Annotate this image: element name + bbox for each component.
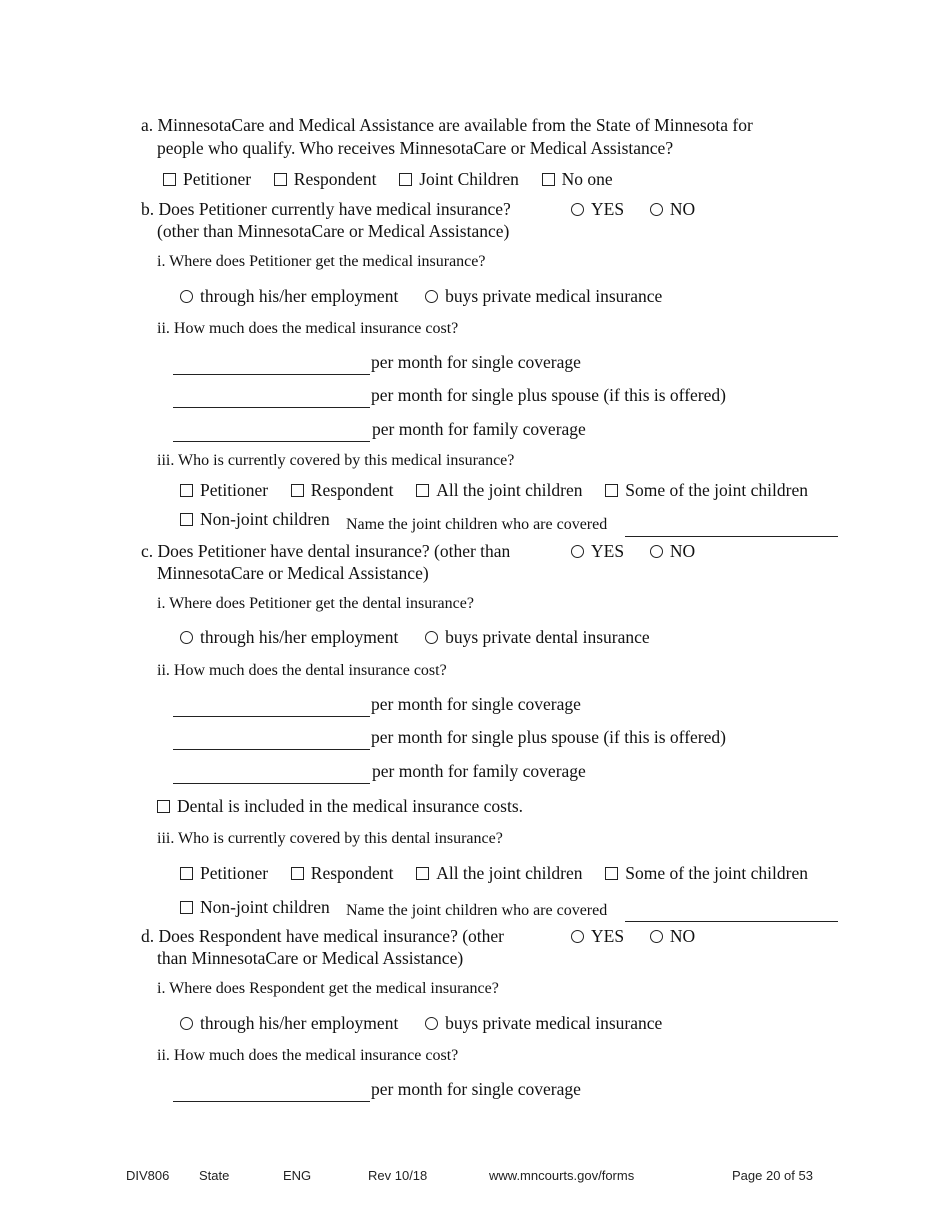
radio-label: buys private medical insurance bbox=[445, 1013, 663, 1033]
section-c-covered-options bbox=[180, 863, 808, 884]
no-radio[interactable] bbox=[650, 545, 663, 558]
footer-page-number: Page 20 of 53 bbox=[732, 1168, 813, 1183]
name-children-label: Name the joint children who are covered bbox=[346, 516, 608, 533]
petitioner-checkbox[interactable] bbox=[163, 173, 176, 186]
section-c-ii-label: ii. How much does the dental insurance cost? bbox=[157, 662, 447, 679]
section-c-nonjoint bbox=[180, 897, 330, 918]
section-a-options bbox=[163, 169, 613, 190]
cost-single-label: per month for single coverage bbox=[371, 352, 581, 372]
covered-all-children-checkbox[interactable] bbox=[416, 484, 429, 497]
dental-included-checkbox[interactable] bbox=[157, 800, 170, 813]
resp-cost-single-input[interactable] bbox=[173, 1101, 370, 1102]
section-d-ii-label: ii. How much does the medical insurance cost? bbox=[157, 1047, 459, 1064]
yes-label: YES bbox=[591, 199, 625, 219]
employment-radio[interactable] bbox=[180, 1017, 193, 1030]
covered-petitioner-checkbox[interactable] bbox=[180, 867, 193, 880]
checkbox-label: Petitioner bbox=[200, 480, 269, 500]
nonjoint-children-checkbox[interactable] bbox=[180, 513, 193, 526]
checkbox-label: Some of the joint children bbox=[625, 480, 808, 500]
nonjoint-children-checkbox[interactable] bbox=[180, 901, 193, 914]
checkbox-label: Some of the joint children bbox=[625, 863, 808, 883]
no-one-checkbox[interactable] bbox=[542, 173, 555, 186]
checkbox-label: Respondent bbox=[293, 169, 377, 189]
section-b-i-label: i. Where does Petitioner get the medical insurance? bbox=[157, 253, 486, 270]
checkbox-label: All the joint children bbox=[436, 480, 583, 500]
name-children-input[interactable] bbox=[625, 921, 838, 922]
section-a-question-line1: a. MinnesotaCare and Medical Assistance are available from the State of Minnesota for bbox=[141, 115, 753, 135]
covered-some-children-checkbox[interactable] bbox=[605, 484, 618, 497]
yes-radio[interactable] bbox=[571, 545, 584, 558]
radio-label: through his/her employment bbox=[200, 286, 399, 306]
checkbox-label: Joint Children bbox=[419, 169, 519, 189]
respondent-checkbox[interactable] bbox=[274, 173, 287, 186]
section-b-iii-label: iii. Who is currently covered by this medical insurance? bbox=[157, 452, 515, 469]
covered-respondent-checkbox[interactable] bbox=[291, 484, 304, 497]
checkbox-label: No one bbox=[561, 169, 613, 189]
radio-label: through his/her employment bbox=[200, 1013, 399, 1033]
dental-cost-spouse-label: per month for single plus spouse (if this is offered) bbox=[371, 727, 726, 747]
section-d-question-line1: d. Does Respondent have medical insurance? (other bbox=[141, 926, 504, 946]
radio-label: through his/her employment bbox=[200, 627, 399, 647]
no-label: NO bbox=[669, 199, 696, 219]
section-b-source-options bbox=[180, 286, 662, 307]
covered-all-children-checkbox[interactable] bbox=[416, 867, 429, 880]
dental-cost-family-label: per month for family coverage bbox=[372, 761, 586, 781]
joint-children-checkbox[interactable] bbox=[399, 173, 412, 186]
dental-cost-single-label: per month for single coverage bbox=[371, 694, 581, 714]
footer-url[interactable]: www.mncourts.gov/forms bbox=[489, 1168, 635, 1183]
section-c-question-line1: c. Does Petitioner have dental insurance? (other than bbox=[141, 541, 511, 561]
radio-label: buys private medical insurance bbox=[445, 286, 663, 306]
section-b-question-line2: (other than MinnesotaCare or Medical Assistance) bbox=[157, 221, 510, 241]
private-dental-radio[interactable] bbox=[425, 631, 438, 644]
checkbox-label: Non-joint children bbox=[200, 897, 330, 917]
employment-radio[interactable] bbox=[180, 290, 193, 303]
private-insurance-radio[interactable] bbox=[425, 1017, 438, 1030]
section-c-question-line2: MinnesotaCare or Medical Assistance) bbox=[157, 563, 429, 583]
no-label: NO bbox=[669, 926, 696, 946]
section-a-question-line2: people who qualify. Who receives MinnesotaCare or Medical Assistance? bbox=[157, 138, 674, 158]
checkbox-label: Respondent bbox=[310, 480, 394, 500]
cost-spouse-input[interactable] bbox=[173, 407, 370, 408]
checkbox-label: Petitioner bbox=[200, 863, 269, 883]
section-d-i-label: i. Where does Respondent get the medical insurance? bbox=[157, 980, 499, 997]
section-b-ii-label: ii. How much does the medical insurance cost? bbox=[157, 320, 459, 337]
section-d-question-line2: than MinnesotaCare or Medical Assistance) bbox=[157, 948, 464, 968]
section-b-covered-options bbox=[180, 480, 808, 501]
employment-radio[interactable] bbox=[180, 631, 193, 644]
radio-label: buys private dental insurance bbox=[445, 627, 650, 647]
name-children-label: Name the joint children who are covered bbox=[346, 902, 608, 919]
no-radio[interactable] bbox=[650, 203, 663, 216]
name-children-input[interactable] bbox=[625, 536, 838, 537]
checkbox-label: Respondent bbox=[310, 863, 394, 883]
section-b-nonjoint bbox=[180, 509, 330, 530]
yes-label: YES bbox=[591, 926, 625, 946]
section-b-yes-no bbox=[571, 199, 695, 220]
checkbox-label: All the joint children bbox=[436, 863, 583, 883]
checkbox-label: Dental is included in the medical insurance costs. bbox=[177, 796, 524, 816]
footer-jurisdiction: State bbox=[199, 1168, 230, 1183]
cost-spouse-label: per month for single plus spouse (if this is offered) bbox=[371, 385, 726, 405]
section-b-question-line1: b. Does Petitioner currently have medical insurance? bbox=[141, 199, 511, 219]
section-d-source-options bbox=[180, 1013, 662, 1034]
covered-some-children-checkbox[interactable] bbox=[605, 867, 618, 880]
covered-petitioner-checkbox[interactable] bbox=[180, 484, 193, 497]
dental-cost-spouse-input[interactable] bbox=[173, 749, 370, 750]
dental-cost-family-input[interactable] bbox=[173, 783, 370, 784]
section-c-yes-no bbox=[571, 541, 695, 562]
dental-cost-single-input[interactable] bbox=[173, 716, 370, 717]
yes-radio[interactable] bbox=[571, 930, 584, 943]
covered-respondent-checkbox[interactable] bbox=[291, 867, 304, 880]
section-c-source-options bbox=[180, 627, 650, 648]
dental-included bbox=[157, 796, 523, 817]
cost-family-label: per month for family coverage bbox=[372, 419, 586, 439]
checkbox-label: Non-joint children bbox=[200, 509, 330, 529]
no-radio[interactable] bbox=[650, 930, 663, 943]
footer-language: ENG bbox=[283, 1168, 312, 1183]
section-c-iii-label: iii. Who is currently covered by this dental insurance? bbox=[157, 830, 503, 847]
no-label: NO bbox=[669, 541, 696, 561]
yes-radio[interactable] bbox=[571, 203, 584, 216]
yes-label: YES bbox=[591, 541, 625, 561]
footer-form-number: DIV806 bbox=[126, 1168, 170, 1183]
cost-single-input[interactable] bbox=[173, 374, 370, 375]
resp-cost-single-label: per month for single coverage bbox=[371, 1079, 581, 1099]
private-insurance-radio[interactable] bbox=[425, 290, 438, 303]
section-c-i-label: i. Where does Petitioner get the dental insurance? bbox=[157, 595, 474, 612]
cost-family-input[interactable] bbox=[173, 441, 370, 442]
footer-revision: Rev 10/18 bbox=[368, 1168, 428, 1183]
section-d-yes-no bbox=[571, 926, 695, 947]
checkbox-label: Petitioner bbox=[183, 169, 252, 189]
